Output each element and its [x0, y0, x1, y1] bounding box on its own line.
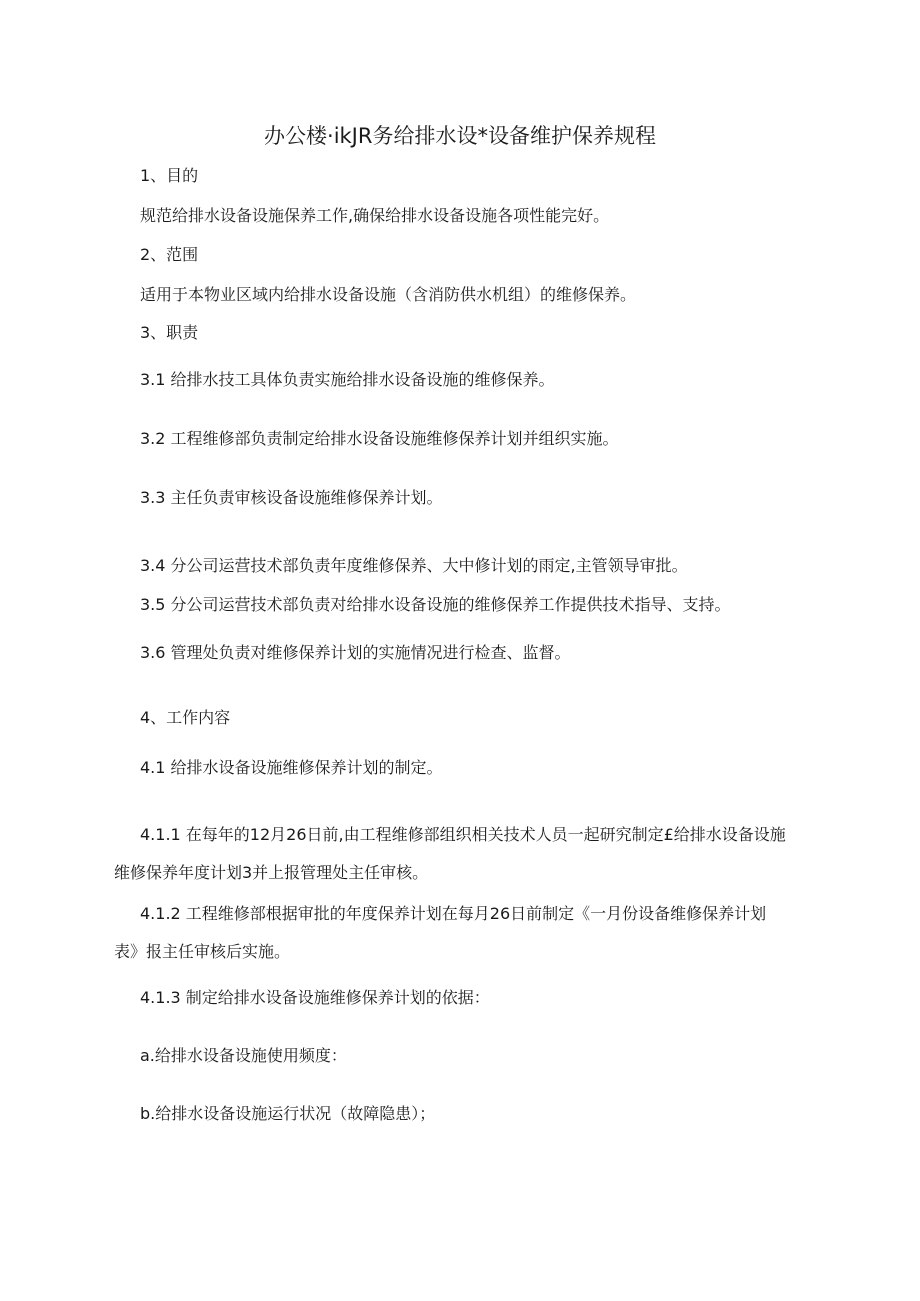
- list-item: a.给排水设备设施使用频度：: [140, 1046, 347, 1065]
- list-item: 4.1.1 在每年的12月26日前,由工程维修部组织相关技术人员一起研究制定£给排水设备设施: [140, 825, 786, 844]
- section-heading: 3、职责: [140, 323, 199, 342]
- list-item: 4.1.3 制定给排水设备设施维修保养计划的依据：: [140, 988, 490, 1007]
- list-item: 3.2 工程维修部负责制定给排水设备设施维修保养计划并组织实施。: [140, 429, 619, 448]
- section-heading: 1、目的: [140, 166, 199, 185]
- list-item: 3.6 管理处负责对维修保养计划的实施情况进行检查、监督。: [140, 643, 571, 662]
- list-item: 3.5 分公司运营技术部负责对给排水设备设施的维修保养工作提供技术指导、支持。: [140, 595, 731, 614]
- paragraph-continuation: 维修保养年度计划3并上报管理处主任审核。: [114, 863, 429, 882]
- paragraph-continuation: 表》报主任审核后实施。: [114, 942, 291, 961]
- list-item: b.给排水设备设施运行状况（故障隐患）；: [140, 1104, 436, 1123]
- paragraph: 适用于本物业区域内给排水设备设施（含消防供水机组）的维修保养。: [140, 285, 637, 304]
- list-item: 3.3 主任负责审核设备设施维修保养计划。: [140, 488, 443, 507]
- section-heading: 4、工作内容: [140, 708, 231, 727]
- list-item: 4.1 给排水设备设施维修保养计划的制定。: [140, 758, 443, 777]
- paragraph: 规范给排水设备设施保养工作,确保给排水设备设施各项性能完好。: [140, 206, 610, 225]
- document-title: 办公楼·ikJR务给排水设*设备维护保养规程: [264, 124, 656, 148]
- list-item: 3.4 分公司运营技术部负责年度维修保养、大中修计划的雨定,主管领导审批。: [140, 556, 688, 575]
- section-heading: 2、范围: [140, 245, 199, 264]
- list-item: 3.1 给排水技工具体负责实施给排水设备设施的维修保养。: [140, 370, 555, 389]
- list-item: 4.1.2 工程维修部根据审批的年度保养计划在每月26日前制定《一月份设备维修保养计划: [140, 904, 767, 923]
